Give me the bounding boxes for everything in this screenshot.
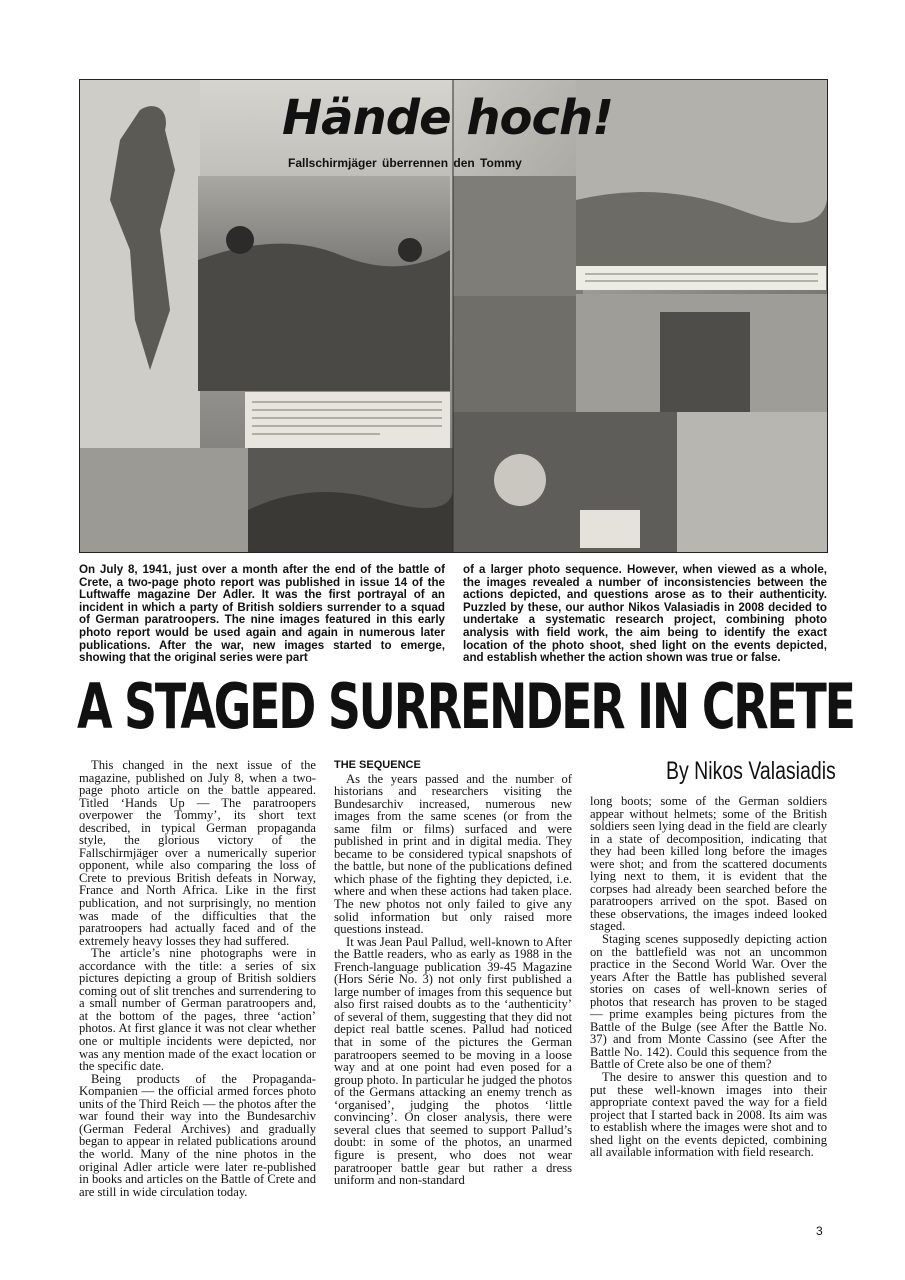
paragraph: Being products of the Propaganda-Kompanien — the official armed forces photo units of the Third Reich — the photos after the war found their way into the Bundesarchiv (German Federal Archives) and gradually began to appear in related publications around the world. Many of the nine photos in the original Adler article were later re-published in books and articles on the Battle of Crete and are still in wide circulation today. — [79, 1071, 316, 1199]
paragraph: The article’s nine photographs were in accordance with the title: a series of six pictures depicting a group of British soldiers coming out of slit trenches and surrendering to a small number of German paratroopers and, at the bottom of the pages, three ‘action’ photos. At first glance it was not clear whether one or multiple incidents were depicted, nor was any mention made of the exact location or the specific date. — [79, 946, 316, 1074]
column-3 — [590, 795, 827, 1159]
paragraph: The desire to answer this question and to put these well-known images into their appropriate context paved the way for a field project that I started back in 2008. Its aim was to establish where the images were shot and to shed light on the events depicted, combining all available information with field research. — [590, 1070, 827, 1160]
column-1 — [79, 759, 316, 1198]
page-number: 3 — [816, 1224, 823, 1238]
paragraph: As the years passed and the number of historians and researchers visiting the Bundesarchiv increased, numerous new images from the same scenes (or from the same film or films) surfaced and were published in print and in digital media. They became to be considered typical snapshots of the battle, but none of the publications defined which phase of the fighting they depicted, i.e. where and when these actions had taken place. The new photos not only failed to give any solid information but only raised more questions instead. — [334, 771, 572, 937]
article-title: A STAGED SURRENDER IN CRETE — [77, 670, 854, 743]
paragraph: Staging scenes supposedly depicting action on the battlefield was not an uncommon practice in the Second World War. Over the years After the Battle has published several stories on cases of well-known series of photos that research has proven to be staged — prime examples being pictures from the Battle of the Bulge (see After the Battle No. 37) and from Monte Cassino (see After the Battle No. 142). Could this sequence from the Battle of Crete also be one of them? — [590, 932, 827, 1072]
column-2 — [334, 759, 572, 1187]
paragraph: This changed in the next issue of the magazine, published on July 8, when a two-page photo article on the battle appeared. Titled ‘Hands Up — The paratroopers overpower the Tommy’, its short text described, in typical German propaganda style, the glorious victory of the Fallschirmjäger over a numerically superior opponent, while also comparing the loss of Crete to previous British defeats in Norway, France and North Africa. Like in the first publication, and not surprisingly, no mention was made of the difficulties that the paratroopers had actually faced and of the extremely heavy losses they had suffered. — [79, 758, 316, 948]
magazine-spread-photo — [79, 79, 828, 553]
photo-subheadline: Fallschirmjäger überrennen den Tommy — [288, 156, 522, 170]
photo-collage — [80, 80, 827, 552]
section-heading: THE SEQUENCE — [334, 759, 421, 771]
paragraph: It was Jean Paul Pallud, well-known to After the Battle readers, who as early as 1988 in the French-language publication 39-45 Magazine (Hors Série No. 3) not only first published a large number of images from this sequence but also first raised doubts as to the ‘authenticity’ of several of them, suggesting that they did not depict real battle scenes. Pallud had noticed that in some of the pictures the German paratroopers seemed to be moving in a loose way and at one point had even posed for a group photo. In particular he judged the photos of the Germans attacking an enemy trench as ‘organised’, judging the photos ‘little convincing’. On closer analysis, there were several clues that seemed to support Pallud’s doubt: in some of the photos, an unarmed figure is present, who does not wear paratrooper battle gear but rather a dress uniform and non-standard — [334, 934, 572, 1188]
intro-left: On July 8, 1941, just over a month after the end of the battle of Crete, a two-page photo report was published in issue 14 of the Luftwaffe magazine Der Adler. It was the first portrayal of an incident in which a party of British soldiers surrender to a squad of German paratroopers. The nine images featured in this early photo report would be used again and again in numerous later publications. After the war, new images started to emerge, showing that the original series were part — [79, 563, 445, 665]
photo-headline: Hände hoch! — [282, 90, 614, 146]
intro-right: of a larger photo sequence. However, when viewed as a whole, the images revealed a number of inconsistencies between the actions depicted, and questions arose as to their authenticity. Puzzled by these, our author Nikos Valasiadis in 2008 decided to undertake a systematic research project, combining photo analysis with field work, the aim being to identify the exact location of the photo shoot, shed light on the events depicted, and establish whether the action shown was true or false. — [463, 563, 827, 665]
paragraph: long boots; some of the German soldiers appear without helmets; some of the British soldiers seen lying dead in the field are clearly in a state of decomposition, indicating that they had been killed long before the images were shot; and from the scattered documents lying next to them, it is evident that the corpses had already been searched before the paratroopers arrived on the spot. Based on these observations, the images indeed looked staged. — [590, 794, 827, 934]
byline: By Nikos Valasiadis — [666, 757, 836, 785]
